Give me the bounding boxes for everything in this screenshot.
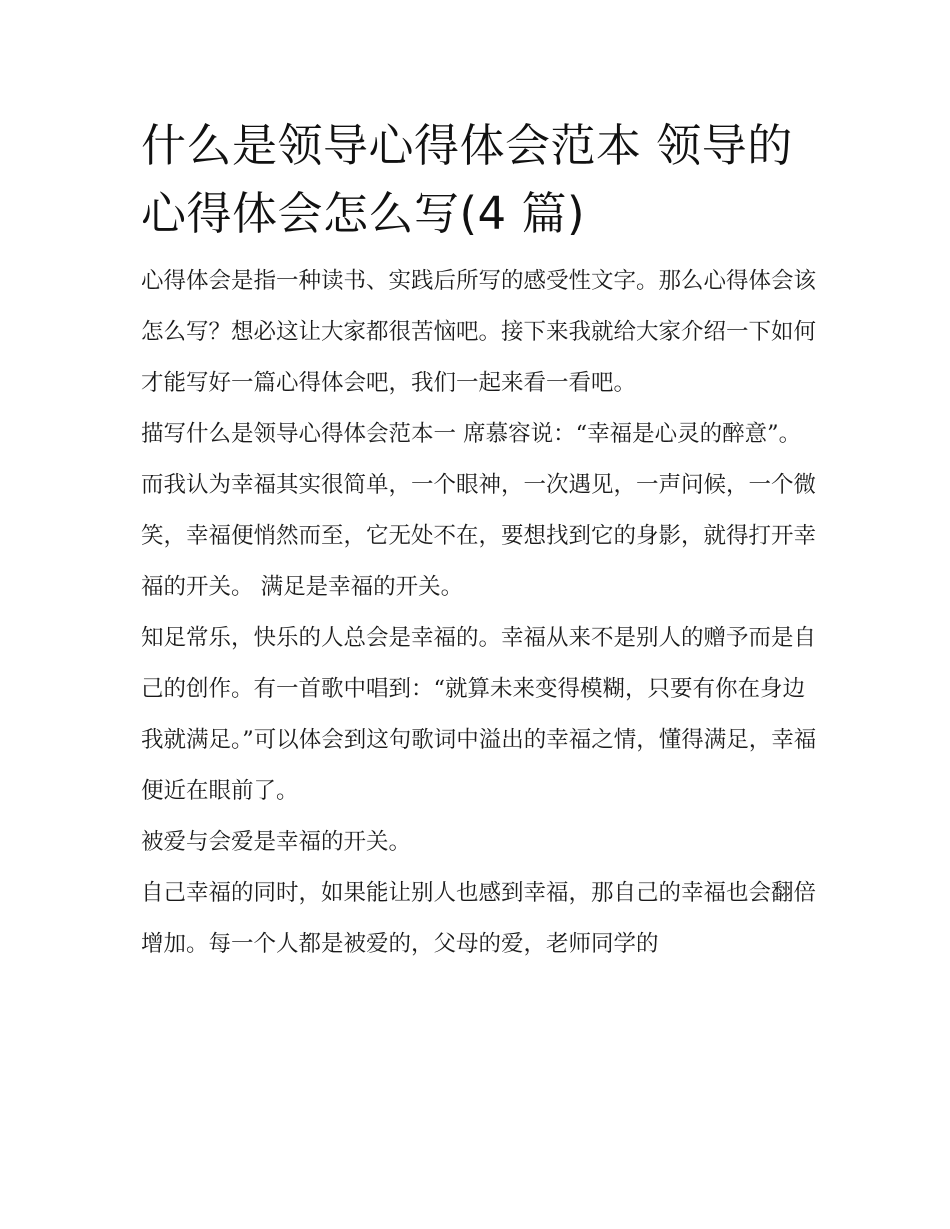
document-title: 什么是领导心得体会范本 领导的心得体会怎么写(4 篇) (141, 119, 793, 240)
paragraph-sharing: 自己幸福的同时，如果能让别人也感到幸福，那自己的幸福也会翻倍增加。每一个人都是被爱的，父母的爱，老师同学的 (141, 880, 817, 957)
paragraph-contentment: 知足常乐，快乐的人总会是幸福的。幸福从来不是别人的赠予而是自己的创作。有一首歌中唱到：“就算未来变得模糊，只要有你在身边我就满足。”可以体会到这句歌词中溢出的幸福之情，懂得满足，幸福便近在眼前了。 (141, 625, 817, 804)
paragraph-intro: 心得体会是指一种读书、实践后所写的感受性文字。那么心得体会该怎么写？想必这让大家都很苦恼吧。接下来我就给大家介绍一下如何才能写好一篇心得体会吧，我们一起来看一看吧。 (141, 268, 817, 396)
document-content (141, 112, 821, 970)
document-body (141, 256, 821, 970)
paragraph-quote: 描写什么是领导心得体会范本一 席慕容说：“幸福是心灵的醉意”。 (141, 421, 802, 447)
paragraph-love-heading: 被爱与会爱是幸福的开关。 (141, 829, 412, 855)
paragraph-simple-happiness: 而我认为幸福其实很简单，一个眼神，一次遇见，一声问候，一个微笑，幸福便悄然而至，它无处不在，要想找到它的身影，就得打开幸福的开关。 满足是幸福的开关。 (141, 472, 817, 600)
